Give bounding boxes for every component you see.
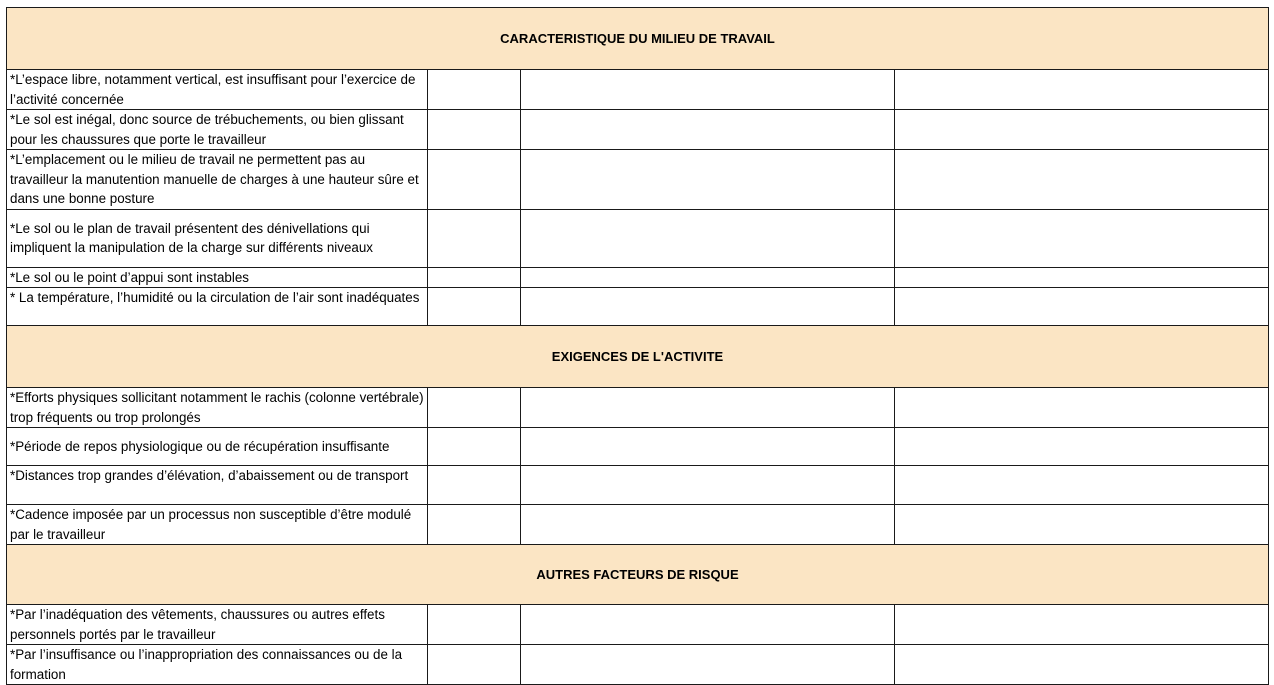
cell-col4[interactable] bbox=[895, 645, 1269, 685]
row-label: *Le sol est inégal, donc source de trébuchements, ou bien glissant pour les chaussures que porte le travailleur bbox=[7, 110, 428, 150]
cell-col2[interactable] bbox=[428, 645, 521, 685]
cell-col2[interactable] bbox=[428, 150, 521, 210]
cell-col3[interactable] bbox=[521, 267, 895, 288]
row-label: *Distances trop grandes d’élévation, d’abaissement ou de transport bbox=[7, 466, 428, 505]
row-label: *Période de repos physiologique ou de récupération insuffisante bbox=[7, 428, 428, 466]
cell-col4[interactable] bbox=[895, 70, 1269, 110]
row-label: * La température, l’humidité ou la circulation de l’air sont inadéquates bbox=[7, 288, 428, 326]
cell-col2[interactable] bbox=[428, 388, 521, 428]
cell-col3[interactable] bbox=[521, 505, 895, 545]
cell-col2[interactable] bbox=[428, 466, 521, 505]
row-label: *Cadence imposée par un processus non susceptible d’être modulé par le travailleur bbox=[7, 505, 428, 545]
table-row bbox=[7, 209, 1269, 267]
table-row bbox=[7, 428, 1269, 466]
table-row bbox=[7, 288, 1269, 326]
table-row bbox=[7, 605, 1269, 645]
table-row bbox=[7, 645, 1269, 685]
cell-col3[interactable] bbox=[521, 605, 895, 645]
row-label: *Le sol ou le plan de travail présentent des dénivellations qui impliquent la manipulation de la charge sur différents niveaux bbox=[7, 209, 428, 267]
table-row bbox=[7, 505, 1269, 545]
cell-col2[interactable] bbox=[428, 505, 521, 545]
cell-col4[interactable] bbox=[895, 288, 1269, 326]
table-row bbox=[7, 267, 1269, 288]
row-label: *Par l’insuffisance ou l’inappropriation des connaissances ou de la formation bbox=[7, 645, 428, 685]
cell-col2[interactable] bbox=[428, 267, 521, 288]
cell-col4[interactable] bbox=[895, 209, 1269, 267]
table-row bbox=[7, 70, 1269, 110]
section-header-row bbox=[7, 545, 1269, 605]
cell-col3[interactable] bbox=[521, 388, 895, 428]
cell-col3[interactable] bbox=[521, 466, 895, 505]
cell-col4[interactable] bbox=[895, 388, 1269, 428]
cell-col4[interactable] bbox=[895, 466, 1269, 505]
cell-col4[interactable] bbox=[895, 505, 1269, 545]
cell-col2[interactable] bbox=[428, 209, 521, 267]
cell-col2[interactable] bbox=[428, 288, 521, 326]
cell-col3[interactable] bbox=[521, 110, 895, 150]
section-title-exigences: EXIGENCES DE L'ACTIVITE bbox=[7, 326, 1269, 388]
cell-col4[interactable] bbox=[895, 150, 1269, 210]
row-label: *L’emplacement ou le milieu de travail ne permettent pas au travailleur la manutention manuelle de charges à une hauteur sûre et dans une bonne posture bbox=[7, 150, 428, 210]
row-label: *Par l’inadéquation des vêtements, chaussures ou autres effets personnels portés par le travailleur bbox=[7, 605, 428, 645]
table-row bbox=[7, 150, 1269, 210]
cell-col3[interactable] bbox=[521, 428, 895, 466]
row-label: *Le sol ou le point d’appui sont instables bbox=[7, 267, 428, 288]
table-row bbox=[7, 110, 1269, 150]
cell-col3[interactable] bbox=[521, 70, 895, 110]
cell-col4[interactable] bbox=[895, 110, 1269, 150]
cell-col3[interactable] bbox=[521, 150, 895, 210]
cell-col3[interactable] bbox=[521, 288, 895, 326]
cell-col2[interactable] bbox=[428, 70, 521, 110]
table-row bbox=[7, 388, 1269, 428]
cell-col3[interactable] bbox=[521, 645, 895, 685]
section-title-autres: AUTRES FACTEURS DE RISQUE bbox=[7, 545, 1269, 605]
table-row bbox=[7, 466, 1269, 505]
cell-col4[interactable] bbox=[895, 267, 1269, 288]
cell-col3[interactable] bbox=[521, 209, 895, 267]
row-label: *L’espace libre, notamment vertical, est insuffisant pour l’exercice de l’activité concernée bbox=[7, 70, 428, 110]
cell-col4[interactable] bbox=[895, 428, 1269, 466]
section-title-milieu: CARACTERISTIQUE DU MILIEU DE TRAVAIL bbox=[7, 8, 1269, 70]
cell-col2[interactable] bbox=[428, 428, 521, 466]
risk-assessment-table bbox=[6, 7, 1269, 685]
cell-col2[interactable] bbox=[428, 605, 521, 645]
section-header-row bbox=[7, 326, 1269, 388]
row-label: *Efforts physiques sollicitant notamment le rachis (colonne vertébrale) trop fréquents ou trop prolongés bbox=[7, 388, 428, 428]
section-header-row bbox=[7, 8, 1269, 70]
cell-col4[interactable] bbox=[895, 605, 1269, 645]
cell-col2[interactable] bbox=[428, 110, 521, 150]
